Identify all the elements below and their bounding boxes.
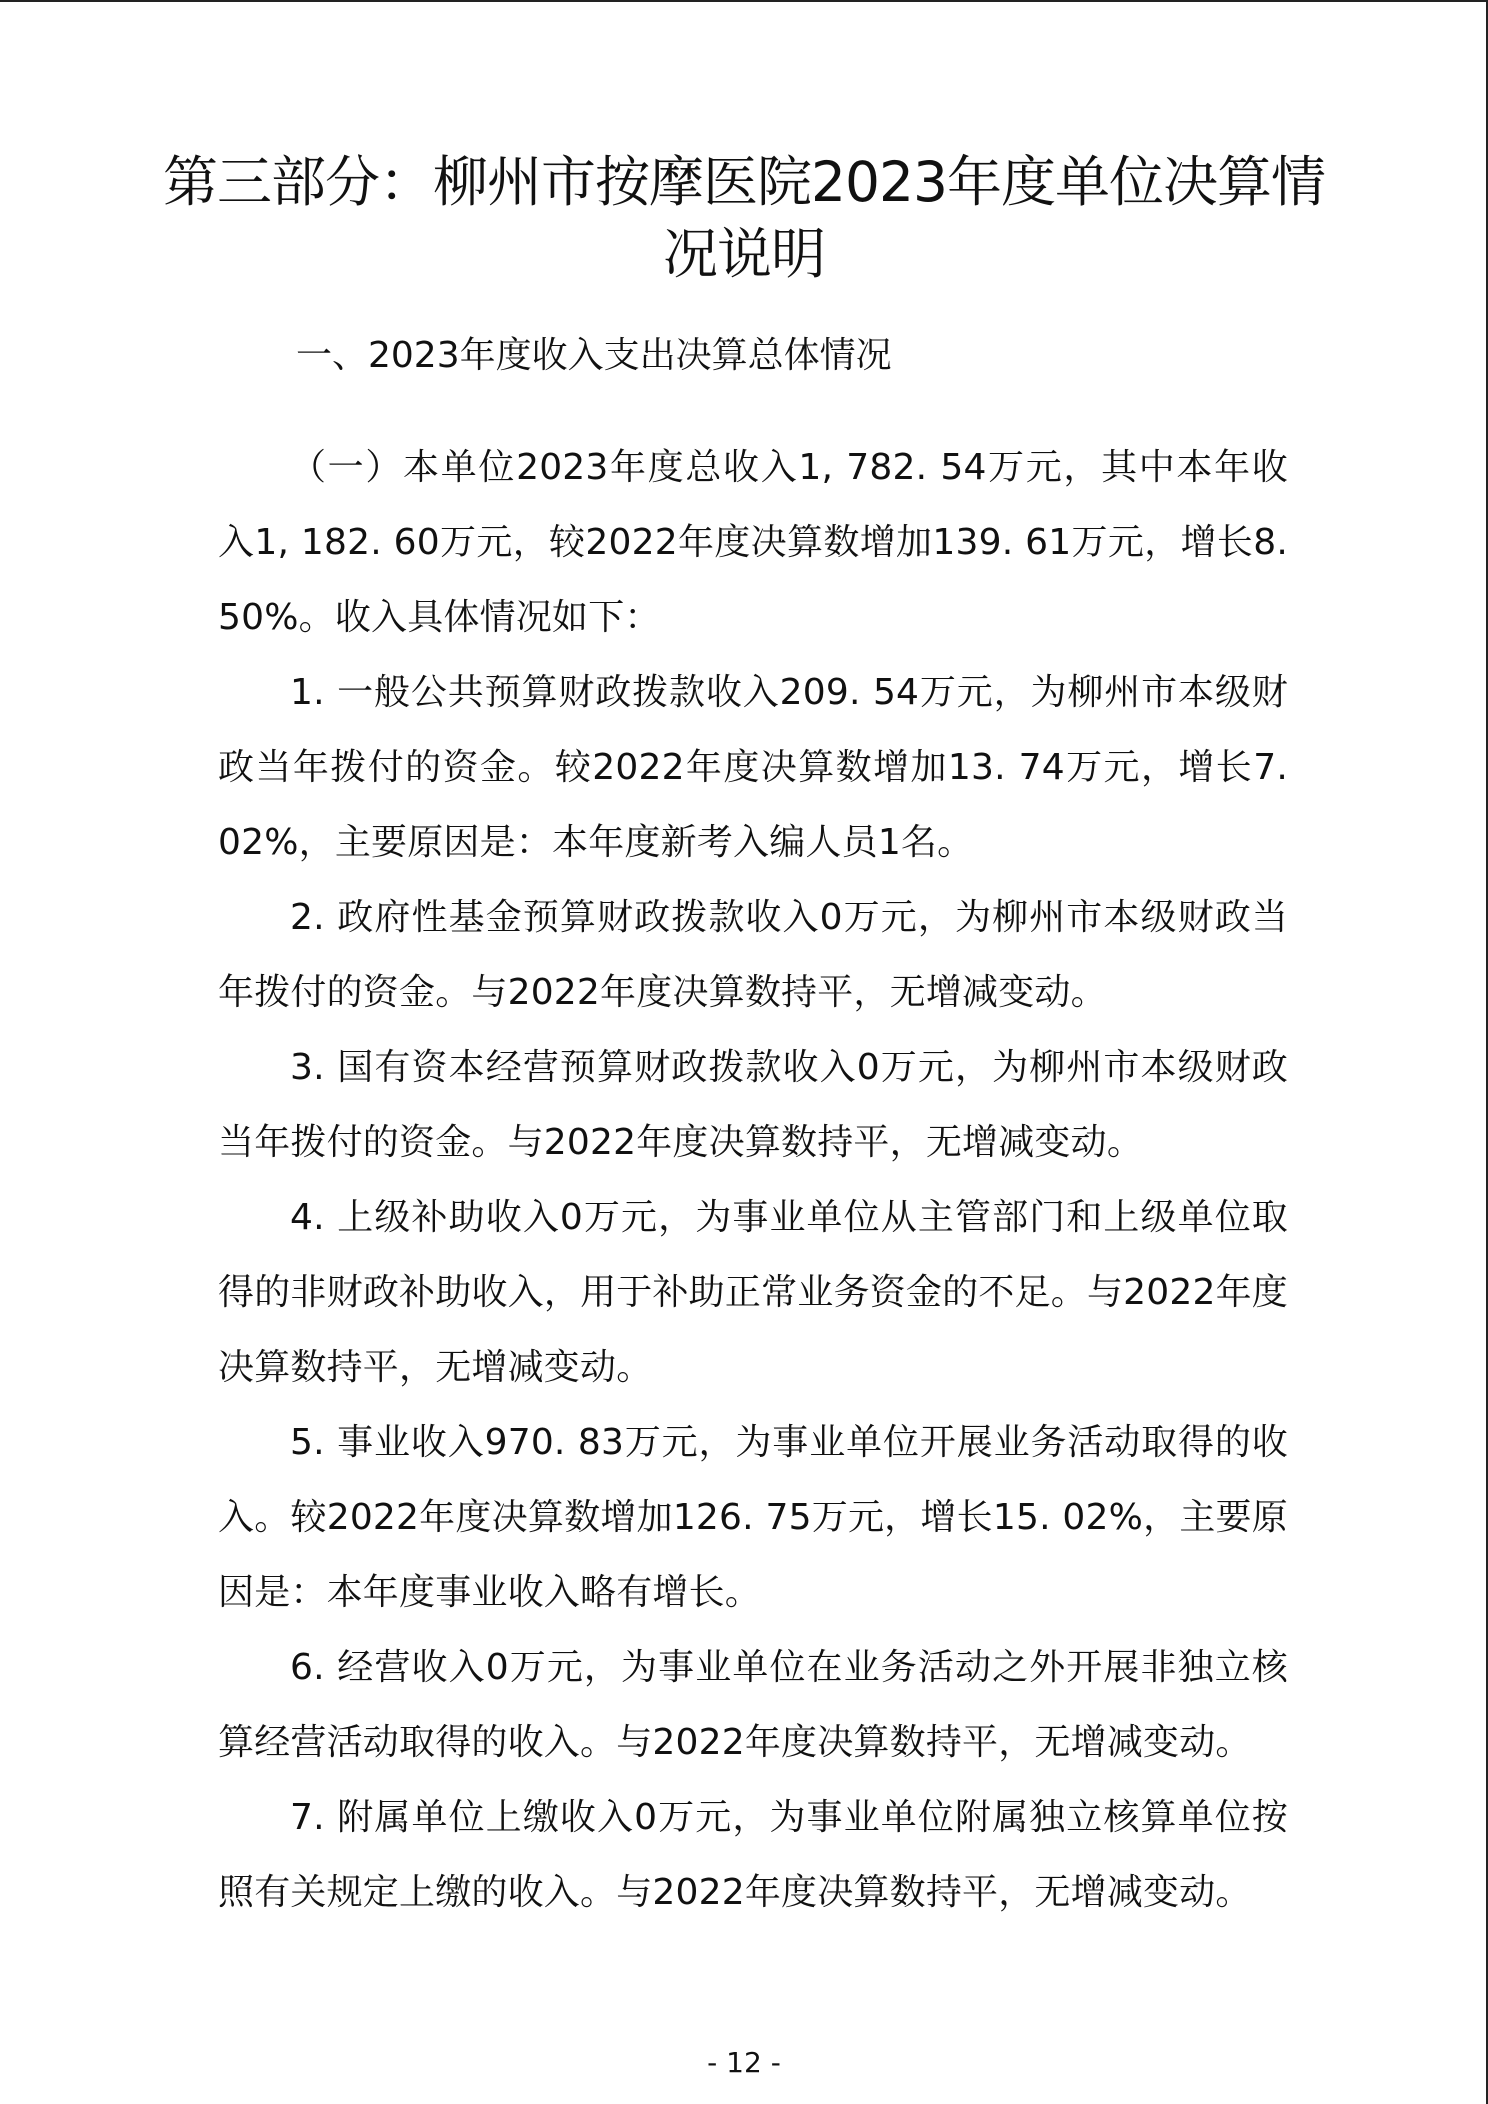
page-title: 第三部分：柳州市按摩医院2023年度单位决算情况说明 [163,150,1325,286]
section-heading: 一、2023年度收入支出决算总体情况 [296,335,892,376]
paragraph-income-summary: （一）本单位2023年度总收入1, 782. 54万元，其中本年收入1, 182. 60万元，较2022年度决算数增加139. 61万元，增长8. 50%。收入具体情况如下： [218,447,1288,638]
paragraph-item-5: 5. 事业收入970. 83万元，为事业单位开展业务活动取得的收入。较2022年度决算数增加126. 75万元，增长15. 02%，主要原因是：本年度事业收入略有增长。 [218,1422,1288,1613]
page-number: - 12 - [707,2046,781,2079]
paragraph-item-1: 1. 一般公共预算财政拨款收入209. 54万元，为柳州市本级财政当年拨付的资金。较2022年度决算数增加13. 74万元，增长7. 02%，主要原因是：本年度新考入编人员1名。 [218,672,1288,863]
paragraph-item-7: 7. 附属单位上缴收入0万元，为事业单位附属独立核算单位按照有关规定上缴的收入。与2022年度决算数持平，无增减变动。 [218,1797,1288,1913]
paragraph-item-3: 3. 国有资本经营预算财政拨款收入0万元，为柳州市本级财政当年拨付的资金。与2022年度决算数持平，无增减变动。 [218,1047,1288,1163]
paragraph-item-2: 2. 政府性基金预算财政拨款收入0万元，为柳州市本级财政当年拨付的资金。与2022年度决算数持平，无增减变动。 [218,897,1288,1013]
paragraph-item-6: 6. 经营收入0万元，为事业单位在业务活动之外开展非独立核算经营活动取得的收入。与2022年度决算数持平，无增减变动。 [218,1647,1288,1763]
paragraph-item-4: 4. 上级补助收入0万元，为事业单位从主管部门和上级单位取得的非财政补助收入，用于补助正常业务资金的不足。与2022年度决算数持平，无增减变动。 [218,1197,1288,1388]
